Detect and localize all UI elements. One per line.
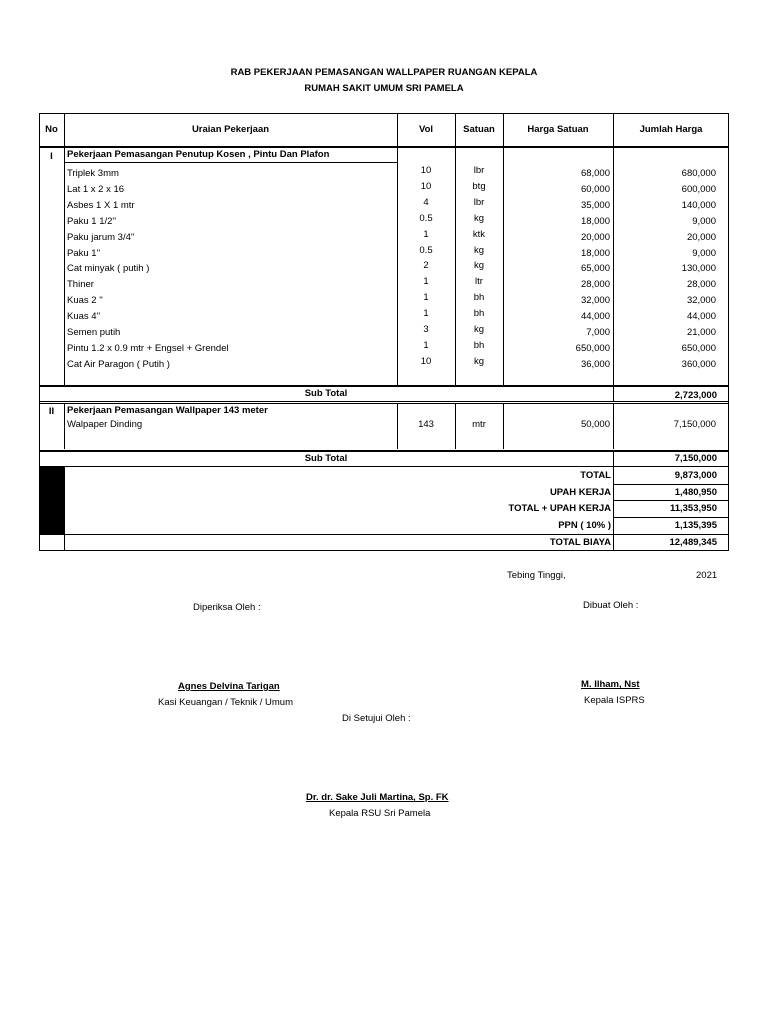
approver-title: Kepala RSU Sri Pamela: [329, 808, 431, 819]
item-satuan: ktk: [472, 229, 486, 240]
item-uraian: Kuas 4'': [67, 311, 101, 322]
item-vol: 10: [420, 356, 432, 367]
section2-item-satuan: mtr: [472, 419, 486, 430]
item-harga: 65,000: [580, 263, 610, 274]
section2-item-harga: 50,000: [580, 419, 610, 430]
header-jumlah-harga: Jumlah Harga: [639, 124, 703, 135]
item-jumlah: 140,000: [681, 200, 716, 211]
summary-line-2: [613, 500, 729, 501]
item-uraian: Kuas 2 '': [67, 295, 103, 306]
item-vol: 4: [423, 197, 429, 208]
item-vol: 0.5: [419, 245, 433, 256]
item-vol: 10: [420, 181, 432, 192]
item-jumlah: 21,000: [686, 327, 716, 338]
checker-name: Agnes Delvina Tarigan: [178, 681, 280, 692]
item-harga: 650,000: [575, 343, 610, 354]
subtotal2-label: Sub Total: [304, 453, 348, 464]
item-satuan: kg: [473, 356, 485, 367]
col-line-no: [64, 113, 65, 385]
item-vol: 1: [423, 340, 429, 351]
item-harga: 36,000: [580, 359, 610, 370]
item-uraian: Paku jarum 3/4'': [67, 232, 135, 243]
maker-title: Kepala ISPRS: [584, 695, 645, 706]
item-harga: 28,000: [580, 279, 610, 290]
section2-no: II: [48, 406, 55, 417]
section1-title: Pekerjaan Pemasangan Penutup Kosen , Pintu Dan Plafon: [67, 149, 330, 160]
checker-title: Kasi Keuangan / Teknik / Umum: [158, 697, 294, 708]
sign-place: Tebing Tinggi,: [507, 570, 566, 581]
approver-name: Dr. dr. Sake Juli Martina, Sp. FK: [306, 792, 449, 803]
item-harga: 60,000: [580, 184, 610, 195]
item-harga: 18,000: [580, 248, 610, 259]
item-uraian: Paku 1 1/2'': [67, 216, 117, 227]
subtotal2-value: 7,150,000: [674, 453, 717, 464]
item-vol: 1: [423, 292, 429, 303]
item-satuan: btg: [472, 181, 486, 192]
item-jumlah: 130,000: [681, 263, 716, 274]
approved-by-label: Di Setujui Oleh :: [342, 713, 411, 724]
summary-value: 1,480,950: [674, 487, 717, 498]
item-uraian: Semen putih: [67, 327, 121, 338]
header-satuan: Satuan: [463, 124, 495, 135]
item-jumlah: 680,000: [681, 168, 716, 179]
item-jumlah: 9,000: [692, 248, 716, 259]
summary-label: TOTAL BIAYA: [549, 537, 611, 548]
section2-item-vol: 143: [418, 419, 434, 430]
item-vol: 3: [423, 324, 429, 335]
header-no: No: [45, 124, 58, 135]
item-satuan: kg: [473, 260, 485, 271]
item-uraian: Triplek 3mm: [67, 168, 119, 179]
item-harga: 68,000: [580, 168, 610, 179]
item-satuan: kg: [473, 245, 485, 256]
made-by-label: Dibuat Oleh :: [583, 600, 639, 611]
subtotal1-bottom-line: [39, 401, 729, 402]
header-harga-satuan: Harga Satuan: [527, 124, 589, 135]
item-harga: 7,000: [586, 327, 610, 338]
item-jumlah: 360,000: [681, 359, 716, 370]
document-title-line2: RUMAH SAKIT UMUM SRI PAMELA: [304, 83, 464, 94]
item-harga: 35,000: [580, 200, 610, 211]
summary-label: TOTAL + UPAH KERJA: [508, 503, 611, 514]
section2-item-jumlah: 7,150,000: [673, 419, 716, 430]
item-uraian: Asbes 1 X 1 mtr: [67, 200, 135, 211]
sign-year: 2021: [696, 570, 718, 581]
item-satuan: lbr: [473, 165, 485, 176]
header-vol: Vol: [418, 124, 434, 135]
item-satuan: ltr: [475, 276, 483, 287]
header-uraian: Uraian Pekerjaan: [191, 124, 270, 135]
section1-no: I: [50, 151, 53, 162]
item-satuan: bh: [473, 292, 485, 303]
item-uraian: Cat minyak ( putih ): [67, 263, 150, 274]
item-harga: 44,000: [580, 311, 610, 322]
section1-title-underline: [64, 162, 397, 163]
summary-line-1: [613, 484, 729, 485]
item-vol: 0.5: [419, 213, 433, 224]
item-vol: 1: [423, 229, 429, 240]
item-satuan: kg: [473, 324, 485, 335]
maker-name: M. Ilham, Nst: [581, 679, 640, 690]
item-vol: 2: [423, 260, 429, 271]
summary-line-3: [613, 517, 729, 518]
summary-label: UPAH KERJA: [549, 487, 611, 498]
item-jumlah: 32,000: [686, 295, 716, 306]
item-uraian: Cat Air Paragon ( Putih ): [67, 359, 170, 370]
summary-left-line: [64, 467, 65, 551]
summary-black-cell: [40, 467, 65, 534]
item-vol: 1: [423, 308, 429, 319]
item-satuan: bh: [473, 308, 485, 319]
header-divider: [39, 146, 729, 148]
document-title-line1: RAB PEKERJAAN PEMASANGAN WALLPAPER RUANGAN KEPALA: [230, 67, 538, 78]
subtotal1-top-line: [39, 385, 729, 387]
item-jumlah: 650,000: [681, 343, 716, 354]
checked-by-label: Diperiksa Oleh :: [193, 602, 261, 613]
subtotal2-bottom-line: [39, 466, 729, 467]
item-satuan: bh: [473, 340, 485, 351]
item-jumlah: 9,000: [692, 216, 716, 227]
summary-label: PPN ( 10% ): [558, 520, 611, 531]
subtotal1-value: 2,723,000: [674, 390, 717, 401]
item-vol: 10: [420, 165, 432, 176]
item-uraian: Lat 1 x 2 x 16: [67, 184, 125, 195]
section2-item-uraian: Walpaper Dinding: [67, 419, 143, 430]
s2-col-line-no: [64, 403, 65, 449]
item-jumlah: 600,000: [681, 184, 716, 195]
item-satuan: lbr: [473, 197, 485, 208]
item-jumlah: 44,000: [686, 311, 716, 322]
item-satuan: kg: [473, 213, 485, 224]
summary-value: 11,353,950: [669, 503, 717, 514]
item-uraian: Paku 1'': [67, 248, 101, 259]
subtotal2-top-line: [39, 450, 729, 452]
item-jumlah: 28,000: [686, 279, 716, 290]
item-harga: 18,000: [580, 216, 610, 227]
item-jumlah: 20,000: [686, 232, 716, 243]
summary-line-4: [39, 534, 729, 535]
summary-value: 12,489,345: [669, 537, 717, 548]
item-harga: 20,000: [580, 232, 610, 243]
section2-title: Pekerjaan Pemasangan Wallpaper 143 meter: [67, 405, 268, 416]
summary-label: TOTAL: [580, 470, 611, 481]
summary-value: 9,873,000: [674, 470, 717, 481]
summary-value: 1,135,395: [674, 520, 717, 531]
item-vol: 1: [423, 276, 429, 287]
section2-top-line: [39, 403, 729, 404]
item-uraian: Pintu 1.2 x 0.9 mtr + Engsel + Grendel: [67, 343, 229, 354]
item-uraian: Thiner: [67, 279, 94, 290]
item-harga: 32,000: [580, 295, 610, 306]
subtotal1-label: Sub Total: [304, 388, 348, 399]
